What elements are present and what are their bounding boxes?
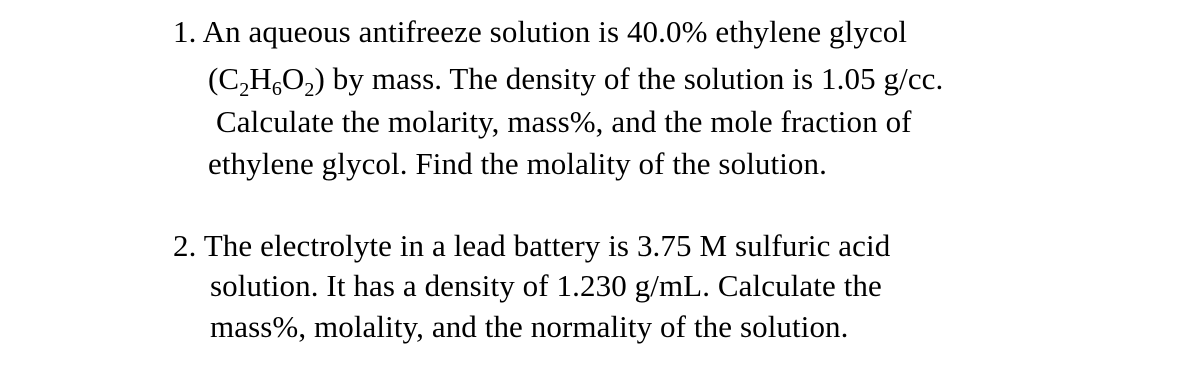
problem-1-line-4: ethylene glycol. Find the molality of the solution. [208, 146, 827, 181]
formula-oxygen: O [281, 61, 305, 96]
formula-rest: ) by mass. The density of the solution is 1.05 g/cc. [314, 61, 944, 96]
formula-subscript-hydrogen: 6 [271, 78, 282, 100]
formula-subscript-carbon: 2 [239, 79, 250, 101]
problem-2-line-2: solution. It has a density of 1.230 g/mL. Calculate the [210, 268, 882, 303]
formula-hydrogen: H [249, 61, 272, 96]
problem-2-line-3: mass%, molality, and the normality of the solution. [210, 309, 849, 344]
problem-1-line-3: Calculate the molarity, mass%, and the mole fraction of [216, 104, 912, 139]
problem-1-line-1: 1. An aqueous antifreeze solution is 40.0% ethylene glycol [173, 14, 908, 49]
problem-2-line-1: 2. The electrolyte in a lead battery is 3.75 M sulfuric acid [173, 228, 891, 263]
problem-1-line-2 [208, 59, 943, 99]
formula-subscript-oxygen: 2 [304, 79, 315, 101]
formula-open: (C [208, 61, 240, 96]
